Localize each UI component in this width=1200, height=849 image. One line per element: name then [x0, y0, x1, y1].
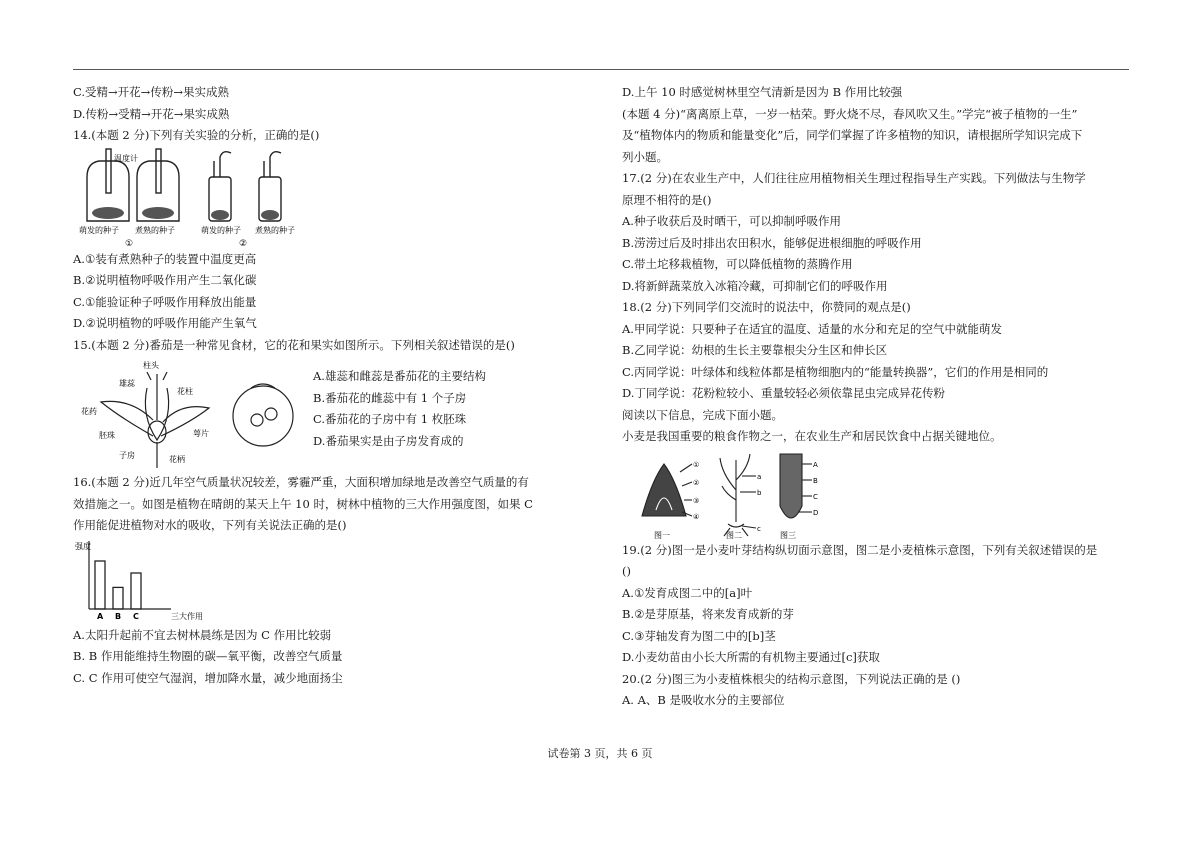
wheat-mark-4: ④ [693, 512, 700, 521]
q14-option-a: A.①装有煮熟种子的装置中温度更高 [73, 251, 257, 266]
wheat-figures-svg [630, 450, 830, 542]
q16-stem-2: 效措施之一。如图是植物在晴朗的某天上午 10 时，树林中植物的三大作用强度图，如果 C [73, 496, 533, 511]
q13-option-c: C.受精→开花→传粉→果实成熟 [73, 85, 229, 99]
flower-label-stigma: 柱头 [143, 361, 159, 370]
flower-label-style: 花柱 [177, 387, 193, 396]
q20-stem: 20.(2 分)图三为小麦植株根尖的结构示意图，下列说法正确的是 () [622, 671, 961, 686]
wheat-mark-c: c [757, 524, 761, 533]
wheat-mark-1: ① [693, 460, 700, 469]
q19-option-d: D.小麦幼苗由小长大所需的有机物主要通过[c]获取 [622, 650, 880, 664]
wheat-caption-1: 图一 [654, 530, 670, 540]
q17-stem-1: 17.(2 分)在农业生产中，人们往往应用植物相关生理过程指导生产实践。下列做法与生物学 [622, 171, 1086, 185]
q17-option-c: C.带土坨移栽植物，可以降低植物的蒸腾作用 [622, 257, 853, 271]
q16-option-d: D.上午 10 时感觉树林里空气清新是因为 B 作用比较强 [622, 85, 903, 99]
q15-stem: 15.(本题 2 分)番茄是一种常见食材，它的花和果实如图所示。下列相关叙述错误的是() [73, 337, 515, 352]
right-column [622, 82, 1130, 712]
reading-instruction: 阅读以下信息，完成下面小题。 [622, 407, 783, 422]
q14-stem: 14.(本题 2 分)下列有关实验的分析，正确的是() [73, 128, 320, 142]
x-axis-caption: 三大作用 [171, 611, 203, 621]
q18-option-a: A.甲同学说：只要种子在适宜的温度、适量的水分和充足的空气中就能萌发 [622, 321, 1002, 336]
root-mark-d: D [813, 508, 819, 517]
q14-label-3: 萌发的种子 [201, 225, 241, 235]
q20-option-a: A. A、B 是吸收水分的主要部位 [622, 693, 785, 707]
top-rule [73, 69, 1129, 70]
q14-option-d: D.②说明植物的呼吸作用能产生氧气 [73, 316, 257, 330]
root-mark-b: B [813, 476, 818, 485]
q15-option-d: D.番茄果实是由子房发育成的 [313, 433, 464, 448]
wheat-mark-2: ② [693, 478, 700, 487]
reading-passage: 小麦是我国重要的粮食作物之一，在农业生产和居民饮食中占据关键地位。 [622, 429, 1002, 443]
intro-2: 及“植物体内的物质和能量变化”后，同学们掌握了许多植物的知识，请根据所学知识完成下 [622, 128, 1083, 142]
q15-block [73, 356, 593, 472]
q14-label-2: 煮熟的种子 [135, 225, 175, 235]
y-axis-label: 强度 [75, 541, 91, 551]
wheat-figures [622, 448, 1130, 540]
q18-option-c: C.丙同学说：叶绿体和线粒体都是植物细胞内的“能量转换器”，它们的作用是相同的 [622, 364, 1049, 379]
q18-stem: 18.(2 分)下列同学们交流时的说法中，你赞同的观点是() [622, 300, 911, 314]
tick-label-C: C [133, 611, 139, 621]
flower-label-sepal: 萼片 [193, 429, 209, 438]
q17-option-d: D.将新鲜蔬菜放入冰箱冷藏，可抑制它们的呼吸作用 [622, 278, 888, 293]
thermometer-label: 温度计 [114, 153, 138, 163]
wheat-mark-a: a [757, 472, 762, 481]
tick-label-A: A [97, 611, 104, 621]
q18-option-b: B.乙同学说：幼根的生长主要靠根尖分生区和伸长区 [622, 343, 888, 357]
q16-bar-chart-svg [73, 537, 233, 625]
bar-A [95, 561, 105, 609]
root-mark-c: C [813, 492, 818, 501]
q16-option-a: A.太阳升起前不宜去树林晨练是因为 C 作用比较弱 [73, 627, 332, 642]
q18-option-d: D.丁同学说：花粉粒较小、重量较轻必须依靠昆虫完成异花传粉 [622, 386, 945, 400]
wheat-caption-3: 图三 [780, 530, 796, 540]
q19-stem-2: () [622, 564, 631, 578]
left-column [73, 82, 593, 689]
wheat-mark-b: b [757, 488, 762, 497]
q15-options [313, 366, 486, 452]
q14-apparatus-svg [73, 147, 313, 249]
q15-option-b: B.番茄花的雌蕊中有 1 个子房 [313, 390, 467, 405]
page-footer: 试卷第 3 页，共 6 页 [547, 747, 653, 760]
bar-C [131, 573, 141, 609]
q19-option-a: A.①发育成图二中的[a]叶 [622, 585, 753, 600]
intro-3: 列小题。 [622, 149, 668, 164]
root-mark-a: A [813, 460, 818, 469]
q15-option-c: C.番茄花的子房中有 1 枚胚珠 [313, 412, 467, 426]
q17-stem-2: 原理不相符的是() [622, 192, 712, 207]
wheat-caption-2: 图二 [726, 530, 742, 540]
q16-stem-1: 16.(本题 2 分)近几年空气质量状况较差，雾霾严重，大面积增加绿地是改善空气质量的有 [73, 475, 529, 489]
q19-option-b: B.②是芽原基，将来发育成新的芽 [622, 607, 794, 621]
bar-B [113, 587, 123, 609]
q16-chart [73, 537, 593, 625]
q16-option-b: B. B 作用能维持生物圈的碳—氧平衡，改善空气质量 [73, 649, 343, 663]
q14-figure [73, 147, 593, 249]
q14-num-2: ② [239, 238, 248, 249]
q19-stem-1: 19.(2 分)图一是小麦叶芽结构纵切面示意图，图二是小麦植株示意图，下列有关叙述错误的是 [622, 542, 1098, 557]
q19-option-c: C.③芽轴发育为图二中的[b]茎 [622, 628, 776, 643]
q17-option-b: B.涝涝过后及时排出农田积水，能够促进根细胞的呼吸作用 [622, 235, 922, 250]
flower-label-ovule: 胚珠 [99, 431, 115, 440]
q14-num-1: ① [125, 238, 134, 249]
q16-option-c: C. C 作用可使空气湿润，增加降水量，减少地面扬尘 [73, 670, 343, 685]
q14-label-1: 萌发的种子 [79, 225, 119, 235]
flower-label-ovary: 子房 [119, 451, 135, 460]
flower-label-stamen: 雄蕊 [119, 379, 135, 388]
q14-option-b: B.②说明植物呼吸作用产生二氧化碳 [73, 273, 257, 287]
wheat-mark-3: ③ [693, 496, 700, 505]
tomato-flower-svg [81, 358, 311, 470]
intro-1: (本题 4 分)“离离原上草，一岁一枯荣。野火烧不尽，春风吹又生。”学完“被子植物的一生” [622, 106, 1078, 121]
q14-label-4: 煮熟的种子 [255, 225, 295, 235]
flower-label-anther: 花药 [81, 407, 97, 416]
flower-label-pedicel: 花柄 [169, 455, 185, 464]
q14-option-c: C.①能验证种子呼吸作用释放出能量 [73, 294, 257, 309]
q17-option-a: A.种子收获后及时晒干，可以抑制呼吸作用 [622, 214, 841, 228]
q13-option-d: D.传粉→受精→开花→果实成熟 [73, 106, 230, 121]
q15-option-a: A.雄蕊和雌蕊是番茄花的主要结构 [313, 369, 486, 383]
tick-label-B: B [115, 611, 122, 621]
q16-stem-3: 作用能促进植物对水的吸收，下列有关说法正确的是() [73, 518, 347, 532]
